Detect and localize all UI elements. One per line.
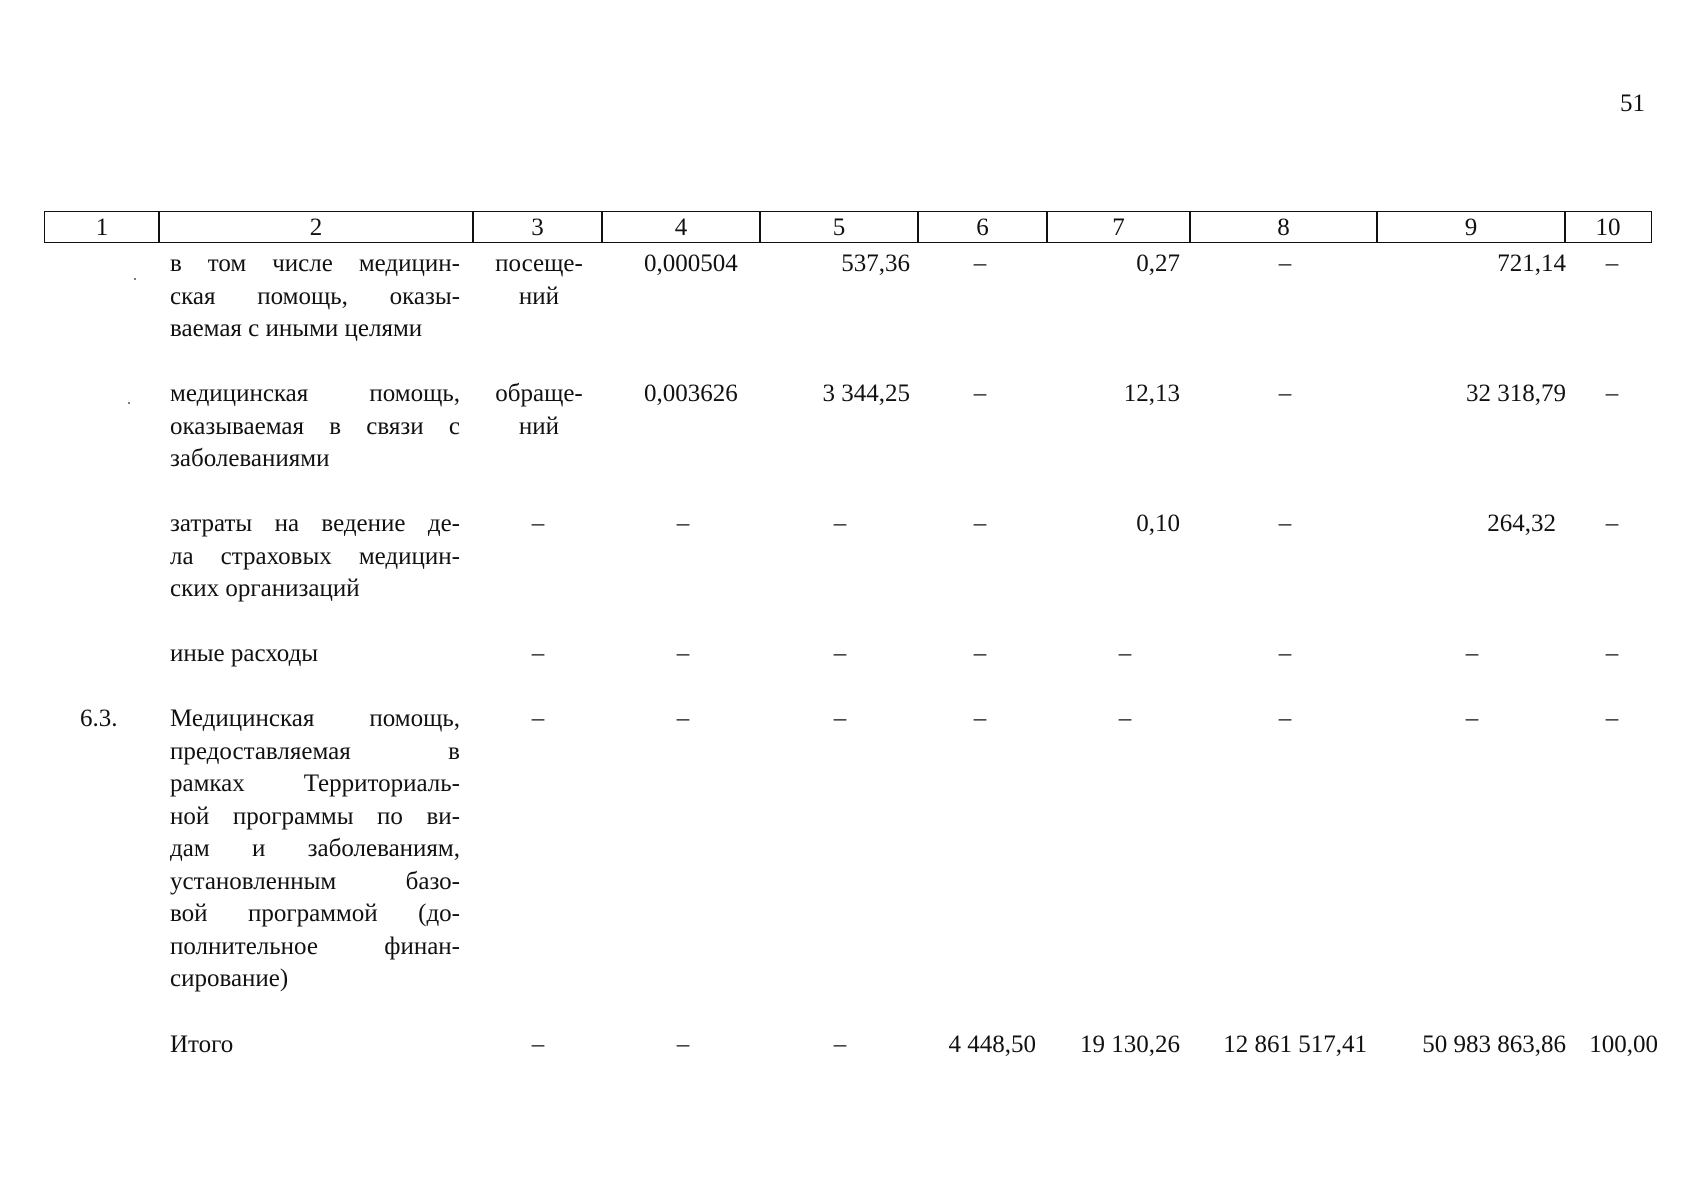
cell-col-10: –	[1605, 380, 1619, 407]
header-col-8: 8	[1189, 211, 1378, 243]
cell-col-5: –	[833, 1031, 847, 1058]
header-col-9: 9	[1376, 211, 1566, 243]
cell-col-9: 721,14	[1497, 250, 1566, 277]
cell-col-8: –	[1278, 640, 1292, 667]
cell-col-4: –	[676, 640, 690, 667]
cell-col-3: –	[531, 640, 545, 667]
header-col-2: 2	[158, 211, 474, 243]
description-line: ских организаций	[170, 575, 360, 602]
cell-col-4: –	[676, 1031, 690, 1058]
cell-col-9: –	[1465, 705, 1479, 732]
cell-col-3: –	[531, 705, 545, 732]
description-line: вой программой (до-	[170, 900, 460, 927]
description-line: сирование)	[170, 965, 289, 992]
cell-col-9: 50 983 863,86	[1422, 1031, 1566, 1058]
description-line: полнительное финан-	[170, 932, 460, 960]
unit-line: ний	[518, 282, 560, 310]
row-description: Итого	[170, 1031, 234, 1058]
cell-col-8: –	[1278, 250, 1292, 277]
cell-col-6: –	[973, 510, 987, 537]
header-col-3: 3	[472, 211, 603, 243]
cell-col-8: –	[1278, 380, 1292, 407]
cell-col-4: 0,003626	[644, 380, 738, 407]
cell-col-6: 4 448,50	[948, 1031, 1036, 1058]
unit-line: ний	[518, 412, 560, 440]
cell-col-7: 19 130,26	[1080, 1031, 1180, 1058]
cell-col-10: –	[1605, 250, 1619, 277]
description-line: оказываемая в связи с	[170, 412, 460, 440]
header-col-5: 5	[759, 211, 919, 243]
row-description	[170, 508, 460, 606]
cell-col-8: –	[1278, 705, 1292, 732]
cell-col-10: –	[1605, 640, 1619, 667]
cell-col-5: 3 344,25	[822, 380, 910, 407]
description-line: ваемая с иными целями	[170, 315, 423, 342]
scan-speck	[134, 278, 136, 280]
cell-col-10: –	[1605, 510, 1619, 537]
cell-col-6: –	[973, 380, 987, 407]
cell-col-3: –	[531, 510, 545, 537]
cell-col-6: –	[973, 705, 987, 732]
row-unit	[484, 378, 594, 443]
description-line: предоставляемая в	[170, 737, 460, 765]
row-description	[170, 378, 460, 476]
cell-col-4: –	[676, 510, 690, 537]
header-col-10: 10	[1564, 211, 1652, 243]
row-description: иные расходы	[170, 640, 319, 667]
cell-col-10: –	[1605, 705, 1619, 732]
page-number: 51	[1620, 90, 1645, 117]
header-col-6: 6	[917, 211, 1048, 243]
cell-col-5: –	[833, 640, 847, 667]
row-description	[170, 703, 460, 996]
cell-col-7: –	[1118, 705, 1132, 732]
row-description	[170, 248, 460, 346]
description-line: затраты на ведение де-	[170, 510, 460, 537]
cell-col-5: 537,36	[841, 250, 910, 277]
description-line: Медицинская помощь,	[170, 705, 460, 732]
scan-speck	[128, 402, 130, 404]
row-number: 6.3.	[80, 705, 118, 732]
unit-line: обраще-	[495, 380, 583, 407]
header-col-1: 1	[44, 211, 160, 243]
cell-col-9: 264,32	[1487, 510, 1556, 537]
description-line: ская помощь, оказы-	[170, 282, 460, 310]
unit-line: посеще-	[495, 250, 583, 277]
cell-col-5: –	[833, 705, 847, 732]
cell-col-3: –	[531, 1031, 545, 1058]
description-line: установленным базо-	[170, 867, 460, 895]
description-line: заболеваниями	[170, 445, 330, 472]
description-line: ной программы по ви-	[170, 802, 460, 830]
cell-col-4: –	[676, 705, 690, 732]
header-col-7: 7	[1046, 211, 1191, 243]
description-line: ла страховых медицин-	[170, 542, 460, 570]
cell-col-7: 12,13	[1123, 380, 1180, 407]
cell-col-7: 0,27	[1136, 250, 1180, 277]
description-line: рамках Территориаль-	[170, 770, 460, 797]
description-line: медицинская помощь,	[170, 380, 460, 407]
cell-col-6: –	[973, 250, 987, 277]
cell-col-5: –	[833, 510, 847, 537]
cell-col-10: 100,00	[1589, 1031, 1658, 1058]
cell-col-6: –	[973, 640, 987, 667]
row-unit	[484, 248, 594, 313]
cell-col-7: 0,10	[1136, 510, 1180, 537]
description-line: дам и заболеваниям,	[170, 835, 460, 862]
cell-col-4: 0,000504	[644, 250, 738, 277]
header-col-4: 4	[601, 211, 761, 243]
description-line: в том числе медицин-	[170, 250, 460, 277]
cell-col-7: –	[1118, 640, 1132, 667]
cell-col-9: 32 318,79	[1466, 380, 1566, 407]
cell-col-9: –	[1465, 640, 1479, 667]
cell-col-8: 12 861 517,41	[1223, 1031, 1367, 1058]
cell-col-8: –	[1278, 510, 1292, 537]
